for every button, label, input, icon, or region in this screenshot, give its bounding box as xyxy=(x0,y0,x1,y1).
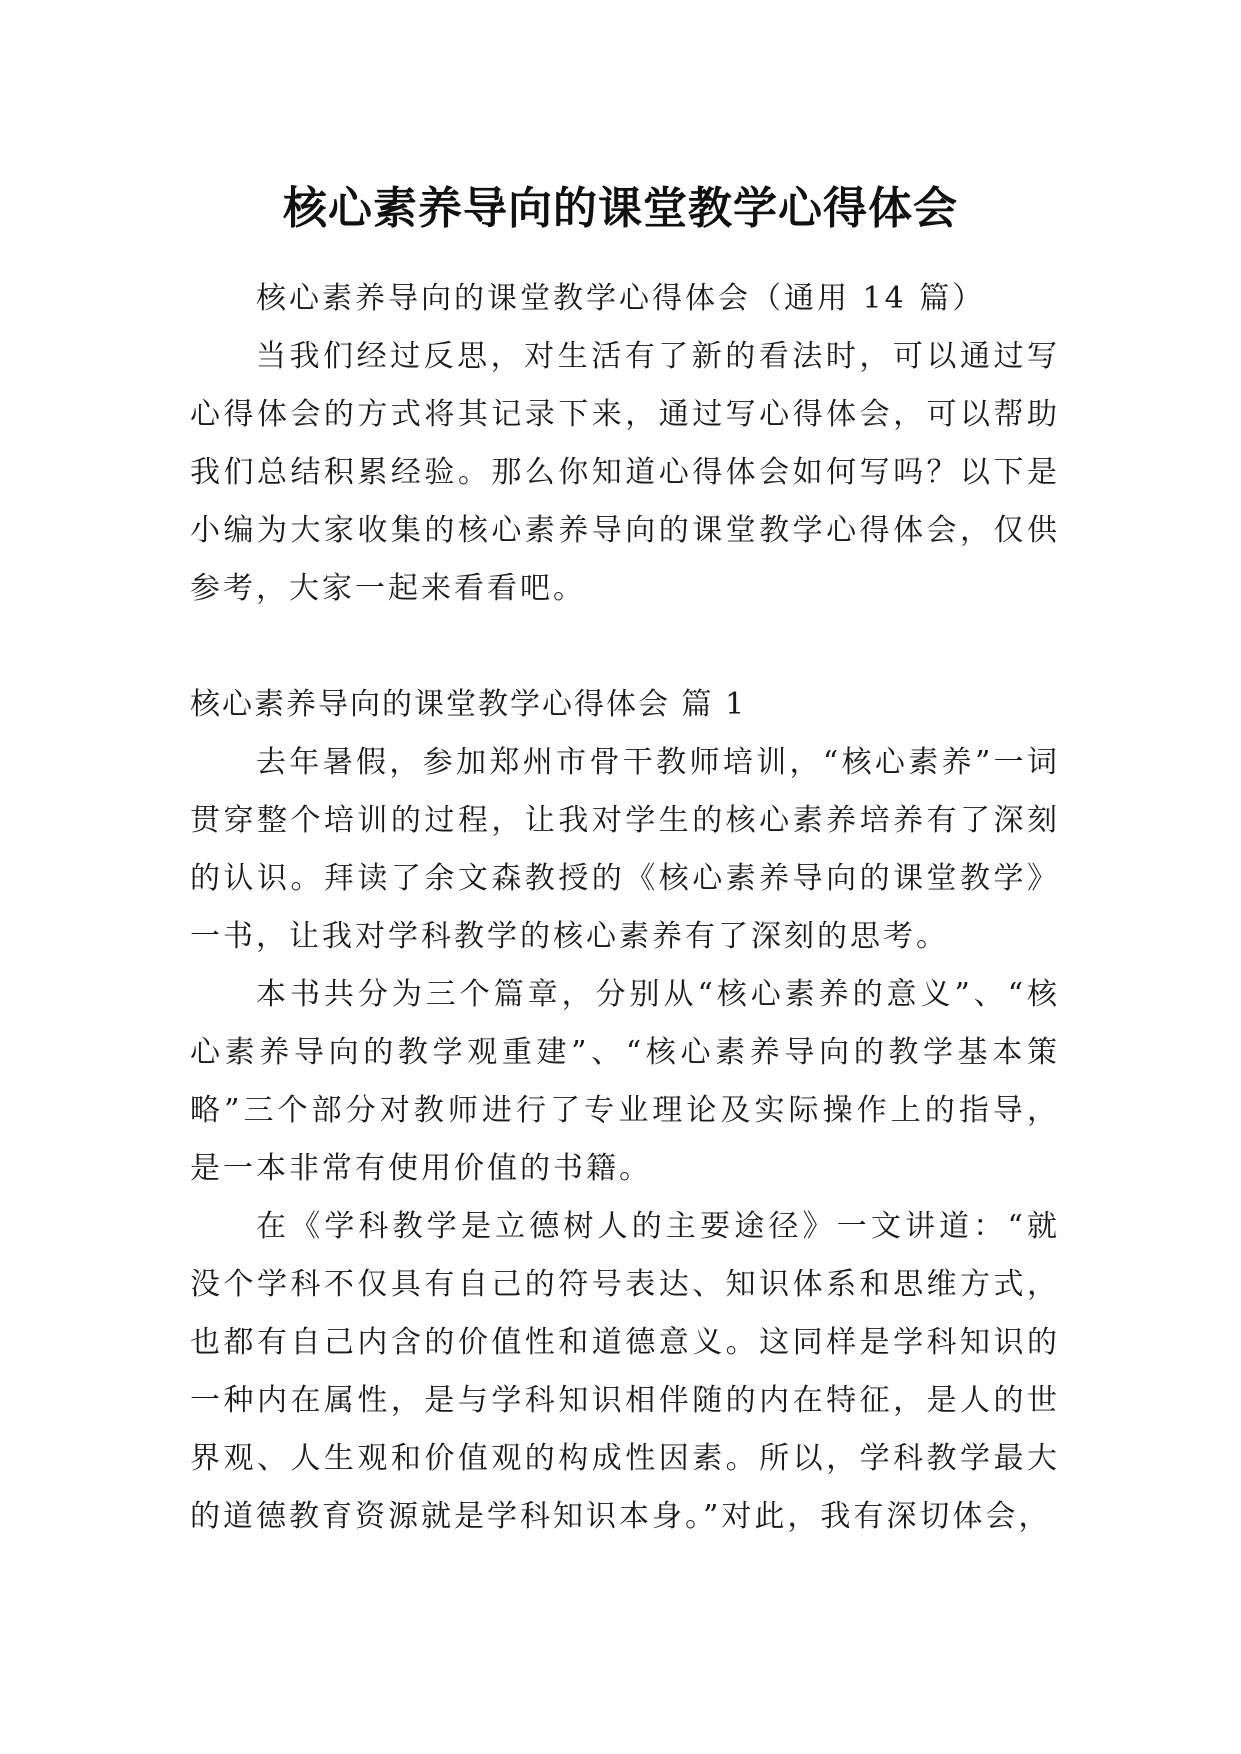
body-paragraph-1: 去年暑假，参加郑州市骨干教师培训，“核心素养”一词贯穿整个培训的过程，让我对学生的核心素养培养有了深刻的认识。拜读了余文森教授的《核心素养导向的课堂教学》一书，让我对学科教学的核心素养有了深刻的思考。 xyxy=(190,745,1060,954)
section-heading: 核心素养导向的课堂教学心得体会 篇 1 xyxy=(190,687,747,722)
document-title: 核心素养导向的课堂教学心得体会 xyxy=(283,183,958,235)
body-paragraph-3: 在《学科教学是立德树人的主要途径》一文讲道：“就没个学科不仅具有自己的符号表达、知识体系和思维方式，也都有自己内含的价值性和道德意义。这同样是学科知识的一种内在属性，是与学科知识相伴随的内在特征，是人的世界观、人生观和价值观的构成性因素。所以，学科教学最大的道德教育资源就是学科知识本身。”对此，我有深切体会， xyxy=(190,1209,1060,1534)
document-subtitle: 核心素养导向的课堂教学心得体会（通用 14 篇） xyxy=(256,281,986,316)
document-body xyxy=(190,270,1060,1546)
intro-paragraph: 当我们经过反思，对生活有了新的看法时，可以通过写心得体会的方式将其记录下来，通过写心得体会，可以帮助我们总结积累经验。那么你知道心得体会如何写吗？以下是小编为大家收集的核心素养导向的课堂教学心得体会，仅供参考，大家一起来看看吧。 xyxy=(190,339,1060,606)
body-paragraph-2: 本书共分为三个篇章，分别从“核心素养的意义”、“核心素养导向的教学观重建”、“核心素养导向的教学基本策略”三个部分对教师进行了专业理论及实际操作上的指导，是一本非常有使用价值的书籍。 xyxy=(190,977,1060,1186)
section-spacer xyxy=(190,618,1060,676)
